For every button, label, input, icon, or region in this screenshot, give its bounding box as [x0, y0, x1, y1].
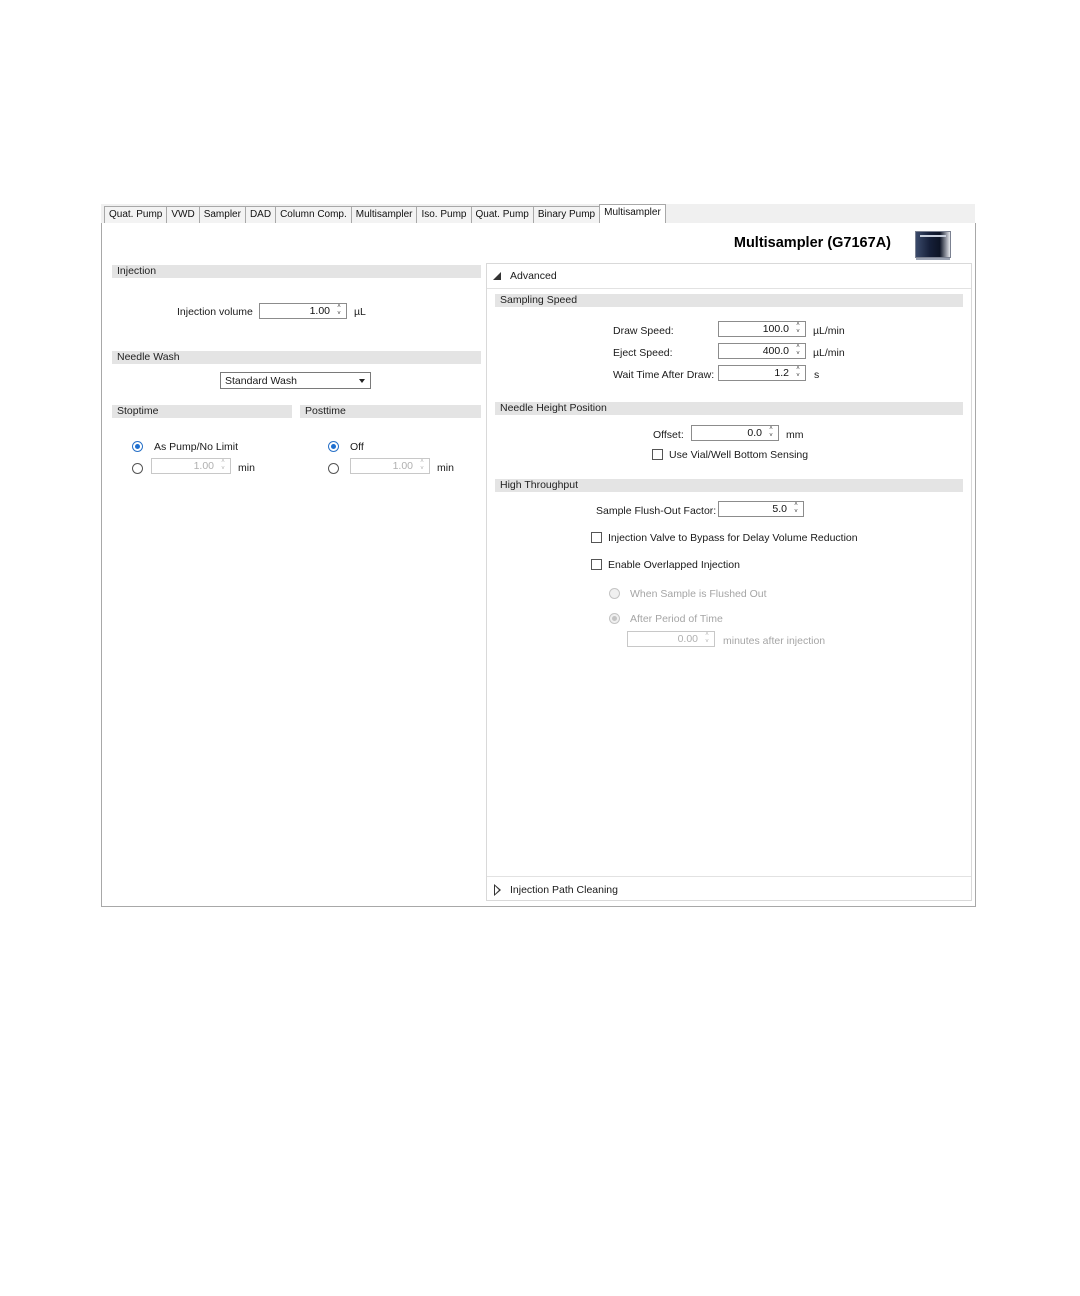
- draw-speed-spinner[interactable]: [718, 321, 806, 337]
- wait-time-value: 1.2: [774, 367, 789, 379]
- offset-unit: mm: [786, 429, 804, 441]
- expand-triangle-fill: [495, 886, 499, 894]
- injection-volume-unit: µL: [354, 306, 366, 318]
- tab-list: [104, 206, 665, 223]
- stoptime-value: 1.00: [193, 460, 214, 472]
- eject-speed-value: 400.0: [762, 345, 789, 357]
- flushed-out-radio[interactable]: [609, 588, 620, 599]
- bypass-valve-label: Injection Valve to Bypass for Delay Volume Reduction: [608, 532, 858, 544]
- tab-dad[interactable]: DAD: [245, 206, 276, 223]
- divider: [487, 876, 971, 877]
- after-period-radio[interactable]: [609, 613, 620, 624]
- tab-strip: [101, 204, 975, 224]
- eject-speed-unit: µL/min: [813, 347, 845, 359]
- bottom-sensing-checkbox[interactable]: [652, 449, 663, 460]
- flushed-out-label: When Sample is Flushed Out: [630, 588, 767, 600]
- period-value-spinner[interactable]: [627, 631, 715, 647]
- period-value: 0.00: [677, 633, 698, 645]
- spin-arrows-icon[interactable]: ˄ ˅: [796, 366, 800, 379]
- tab-vwd[interactable]: VWD: [166, 206, 199, 223]
- needle-wash-selected: Standard Wash: [225, 375, 297, 387]
- posttime-value: 1.00: [392, 460, 413, 472]
- wait-time-spinner[interactable]: [718, 365, 806, 381]
- overlapped-injection-checkbox[interactable]: [591, 559, 602, 570]
- offset-value: 0.0: [747, 427, 762, 439]
- offset-label: Offset:: [653, 429, 684, 441]
- injection-volume-spinner[interactable]: [259, 303, 347, 319]
- posttime-value-spinner[interactable]: [350, 458, 430, 474]
- eject-speed-label: Eject Speed:: [613, 347, 673, 359]
- tab-multisampler[interactable]: Multisampler: [351, 206, 418, 223]
- module-icon-base: [916, 258, 950, 260]
- needle-wash-select[interactable]: [220, 372, 371, 389]
- collapse-triangle-icon[interactable]: [493, 272, 501, 280]
- posttime-custom-radio[interactable]: [328, 463, 339, 474]
- advanced-panel: [486, 263, 972, 901]
- high-throughput-header: High Throughput: [495, 479, 963, 492]
- draw-speed-unit: µL/min: [813, 325, 845, 337]
- stoptime-no-limit-radio[interactable]: [132, 441, 143, 452]
- injection-volume-value: 1.00: [309, 305, 330, 317]
- tab-column-comp[interactable]: Column Comp.: [275, 206, 352, 223]
- tab-binary-pump[interactable]: Binary Pump: [533, 206, 600, 223]
- spin-arrows-icon[interactable]: ˄ ˅: [705, 632, 709, 645]
- tab-quat-pump-2[interactable]: Quat. Pump: [471, 206, 534, 223]
- flush-out-factor-spinner[interactable]: [718, 501, 804, 517]
- advanced-header[interactable]: Advanced: [510, 270, 557, 282]
- spin-arrows-icon[interactable]: ˄ ˅: [796, 322, 800, 335]
- needle-wash-header: Needle Wash: [112, 351, 481, 364]
- dropdown-arrow-icon: [359, 379, 365, 383]
- spin-arrows-icon[interactable]: ˄ ˅: [796, 344, 800, 357]
- multisampler-module-icon: [915, 231, 951, 258]
- draw-speed-label: Draw Speed:: [613, 325, 674, 337]
- module-title: Multisampler (G7167A): [733, 235, 891, 251]
- eject-speed-spinner[interactable]: [718, 343, 806, 359]
- stoptime-header: Stoptime: [112, 405, 292, 418]
- period-unit: minutes after injection: [723, 635, 826, 647]
- stoptime-no-limit-label: As Pump/No Limit: [154, 441, 239, 453]
- sampling-speed-header: Sampling Speed: [495, 294, 963, 307]
- spin-arrows-icon[interactable]: ˄ ˅: [420, 459, 424, 472]
- wait-time-label: Wait Time After Draw:: [613, 369, 715, 381]
- posttime-header: Posttime: [300, 405, 481, 418]
- spin-arrows-icon[interactable]: ˄ ˅: [337, 304, 341, 317]
- spin-arrows-icon[interactable]: ˄ ˅: [221, 459, 225, 472]
- needle-height-header: Needle Height Position: [495, 402, 963, 415]
- bottom-sensing-label: Use Vial/Well Bottom Sensing: [669, 449, 809, 461]
- tab-iso-pump[interactable]: Iso. Pump: [416, 206, 471, 223]
- spin-arrows-icon[interactable]: ˄ ˅: [794, 502, 798, 515]
- module-icon-highlight: [920, 235, 946, 237]
- injection-path-cleaning-header[interactable]: Injection Path Cleaning: [510, 884, 618, 896]
- stoptime-custom-radio[interactable]: [132, 463, 143, 474]
- stoptime-unit: min: [238, 462, 255, 474]
- injection-volume-label: Injection volume: [177, 306, 253, 318]
- posttime-off-radio[interactable]: [328, 441, 339, 452]
- after-period-label: After Period of Time: [630, 613, 723, 625]
- tab-quat-pump[interactable]: Quat. Pump: [104, 206, 167, 223]
- overlapped-injection-label: Enable Overlapped Injection: [608, 559, 740, 571]
- method-window: [101, 223, 976, 907]
- stoptime-value-spinner[interactable]: [151, 458, 231, 474]
- draw-speed-value: 100.0: [762, 323, 789, 335]
- tab-sampler[interactable]: Sampler: [199, 206, 246, 223]
- bypass-valve-checkbox[interactable]: [591, 532, 602, 543]
- injection-header: Injection: [112, 265, 481, 278]
- divider: [487, 288, 971, 289]
- tab-multisampler-active[interactable]: Multisampler: [599, 204, 666, 223]
- flush-out-factor-value: 5.0: [772, 503, 787, 515]
- posttime-unit: min: [437, 462, 454, 474]
- wait-time-unit: s: [814, 369, 820, 381]
- offset-spinner[interactable]: [691, 425, 779, 441]
- spin-arrows-icon[interactable]: ˄ ˅: [769, 426, 773, 439]
- posttime-off-label: Off: [350, 441, 364, 453]
- flush-out-factor-label: Sample Flush-Out Factor:: [596, 505, 717, 517]
